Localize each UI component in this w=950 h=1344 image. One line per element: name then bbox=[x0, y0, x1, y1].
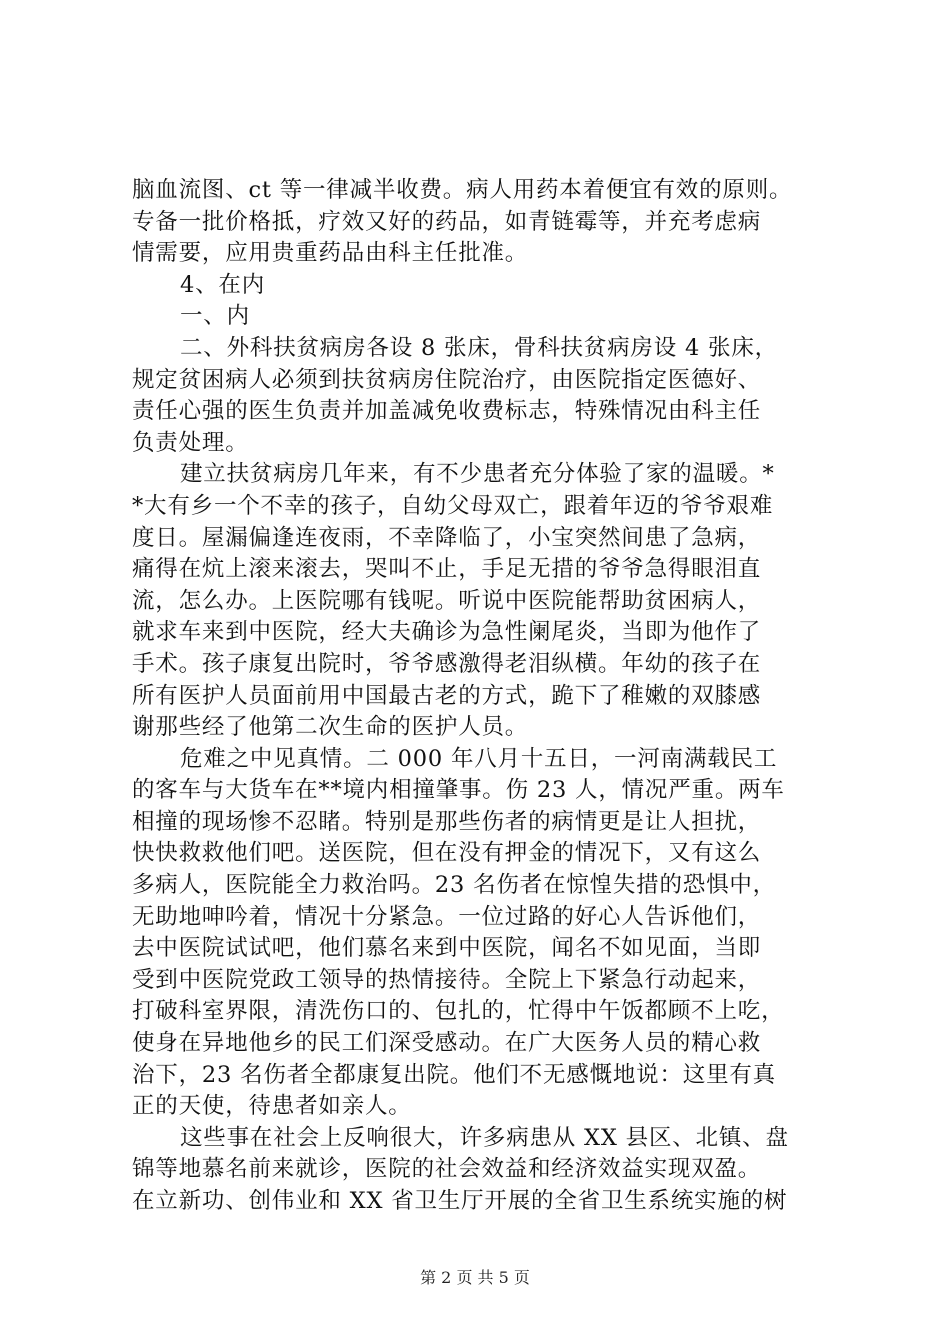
text-line: 正的天使，待患者如亲人。 bbox=[132, 1093, 412, 1120]
text-line: 谢那些经了他第二次生命的医护人员。 bbox=[132, 714, 529, 741]
text-line: 4、在内 bbox=[180, 271, 266, 298]
page-footer bbox=[0, 1268, 950, 1288]
text-line: 治下，23 名伤者全都康复出院。他们不无感慨地说：这里有真 bbox=[132, 1061, 776, 1088]
text-line: 快快救救他们吧。送医院，但在没有押金的情况下，又有这么 bbox=[132, 840, 762, 867]
text-line: 负责处理。 bbox=[132, 429, 249, 456]
text-line: 使身在异地他乡的民工们深受感动。在广大医务人员的精心救 bbox=[132, 1030, 762, 1057]
text-line: 度日。屋漏偏逢连夜雨，不幸降临了，小宝突然间患了急病， bbox=[132, 524, 762, 551]
text-line: 无助地呻吟着，情况十分紧急。一位过路的好心人告诉他们， bbox=[132, 903, 762, 930]
page-number-label: 第 2 页 共 5 页 bbox=[420, 1268, 530, 1287]
text-line: 二、外科扶贫病房各设 8 张床，骨科扶贫病房设 4 张床， bbox=[180, 334, 778, 361]
text-line: 痛得在炕上滚来滚去，哭叫不止，手足无措的爷爷急得眼泪直 bbox=[132, 556, 762, 583]
text-line: 一、内 bbox=[180, 303, 250, 330]
text-line: 危难之中见真情。二 000 年八月十五日，一河南满载民工 bbox=[180, 745, 778, 772]
text-line: *大有乡一个不幸的孩子，自幼父母双亡，跟着年迈的爷爷艰难 bbox=[132, 492, 774, 519]
text-line: 专备一批价格抵，疗效又好的药品，如青链霉等，并充考虑病 bbox=[132, 208, 762, 235]
text-line: 情需要，应用贵重药品由科主任批准。 bbox=[132, 240, 529, 267]
text-line: 的客车与大货车在**境内相撞肇事。伤 23 人，情况严重。两车 bbox=[132, 777, 785, 804]
text-line: 多病人，医院能全力救治吗。23 名伤者在惊惶失措的恐惧中， bbox=[132, 872, 776, 899]
text-line: 所有医护人员面前用中国最古老的方式，跪下了稚嫩的双膝感 bbox=[132, 682, 762, 709]
text-line: 去中医院试试吧，他们慕名来到中医院，闻名不如见面，当即 bbox=[132, 935, 762, 962]
text-line: 就求车来到中医院，经大夫确诊为急性阑尾炎，当即为他作了 bbox=[132, 619, 762, 646]
text-line: 相撞的现场惨不忍睹。特别是那些伤者的病情更是让人担扰， bbox=[132, 808, 762, 835]
text-line: 建立扶贫病房几年来，有不少患者充分体验了家的温暖。* bbox=[180, 461, 775, 488]
text-line: 打破科室界限，清洗伤口的、包扎的，忙得中午饭都顾不上吃， bbox=[132, 998, 785, 1025]
text-line: 流，怎么办。上医院哪有钱呢。听说中医院能帮助贫困病人， bbox=[132, 587, 762, 614]
text-line: 手术。孩子康复出院时，爷爷感激得老泪纵横。年幼的孩子在 bbox=[132, 650, 762, 677]
text-line: 规定贫困病人必须到扶贫病房住院治疗，由医院指定医德好、 bbox=[132, 366, 762, 393]
text-line: 锦等地慕名前来就诊，医院的社会效益和经济效益实现双盈。 bbox=[132, 1156, 762, 1183]
text-line: 责任心强的医生负责并加盖减免收费标志，特殊情况由科主任 bbox=[132, 398, 762, 425]
text-line: 受到中医院党政工领导的热情接待。全院上下紧急行动起来， bbox=[132, 966, 762, 993]
text-line: 这些事在社会上反响很大，许多病患从 XX 县区、北镇、盘 bbox=[180, 1124, 789, 1151]
text-line: 脑血流图、ct 等一律减半收费。病人用药本着便宜有效的原则。 bbox=[132, 177, 793, 203]
document-body bbox=[132, 175, 832, 1218]
text-line: 在立新功、创伟业和 XX 省卫生厅开展的全省卫生系统实施的树 bbox=[132, 1188, 788, 1214]
